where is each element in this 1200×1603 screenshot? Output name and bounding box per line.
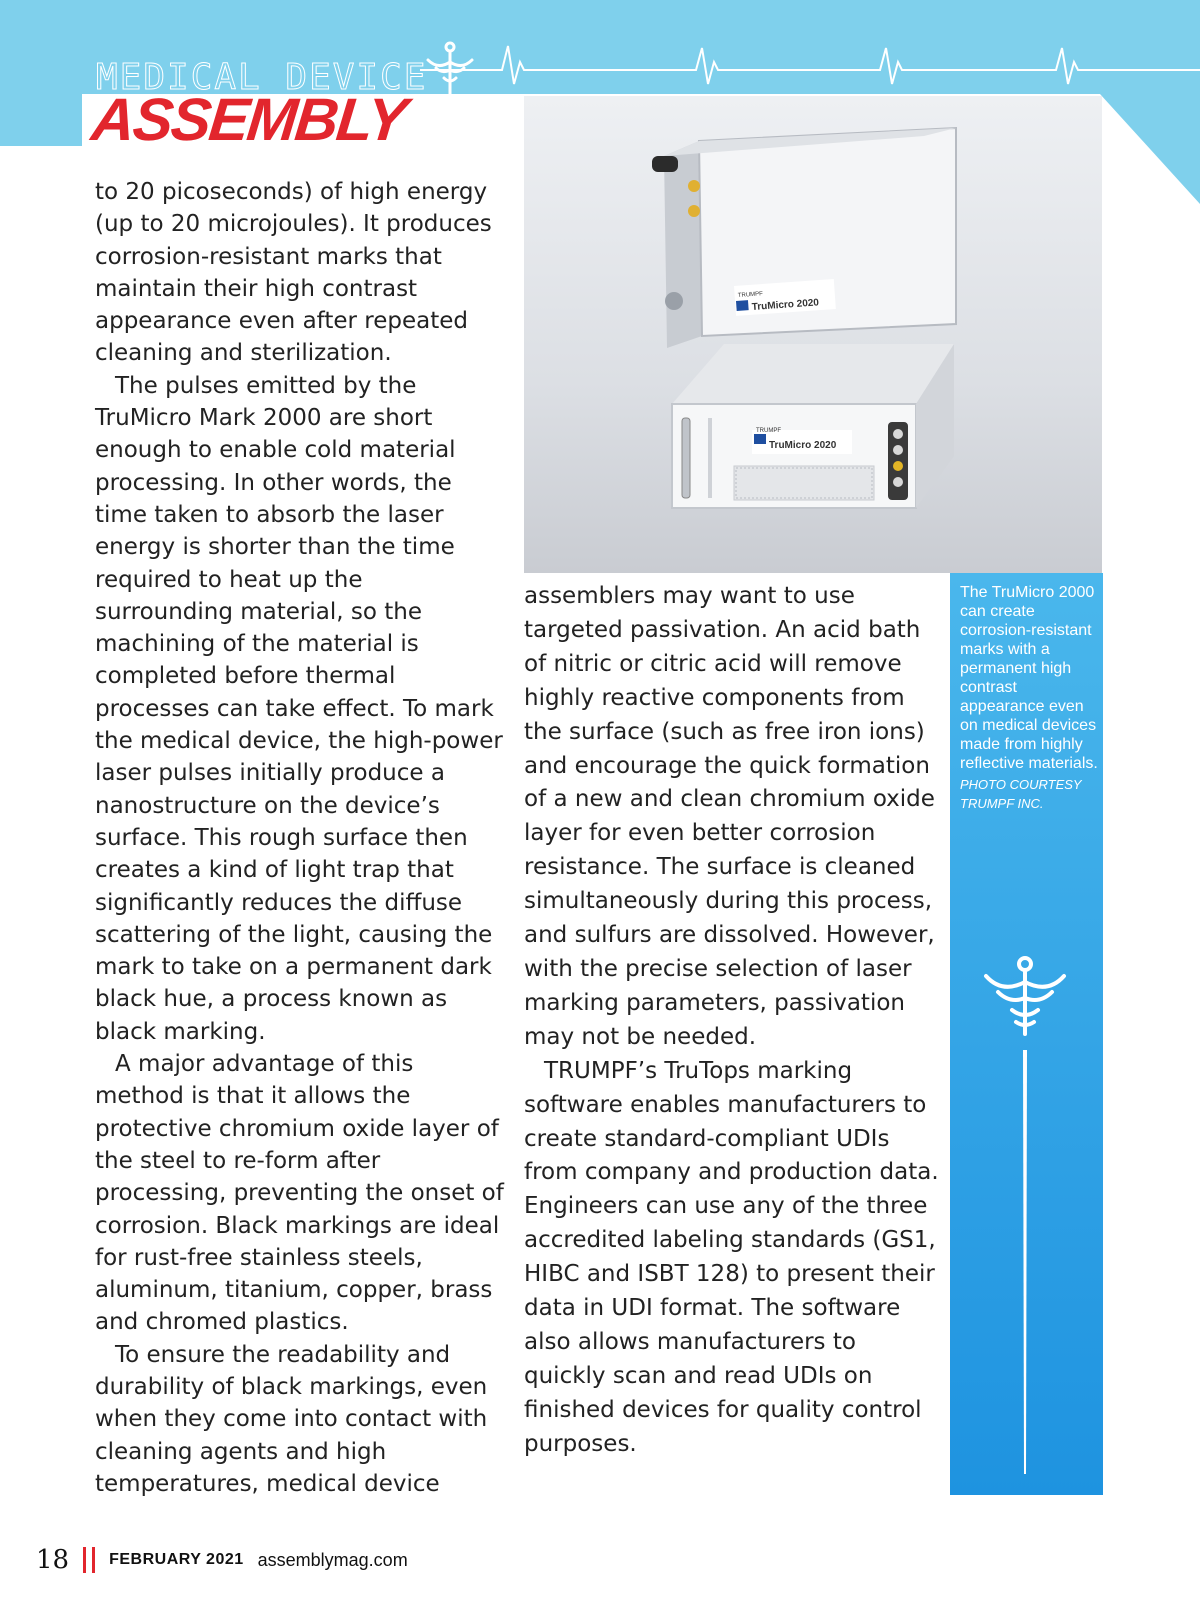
page-number: 18 bbox=[36, 1545, 70, 1575]
photo-credit: PHOTO COURTESY TRUMPF INC. bbox=[960, 777, 1082, 811]
unit-bottom-brand: TRUMPF bbox=[756, 428, 781, 434]
article-column-1 bbox=[95, 176, 505, 1500]
unit-top-brand: TRUMPF bbox=[737, 291, 764, 299]
paragraph: To ensure the readability and durability of black markings, even when they come into contact with cleaning agents and high temperatures, medical device bbox=[95, 1341, 488, 1497]
laser-unit-top bbox=[652, 128, 956, 348]
unit-top-model: TruMicro 2020 bbox=[751, 297, 820, 313]
unit-bottom-model: TruMicro 2020 bbox=[769, 440, 837, 451]
caduceus-icon bbox=[424, 40, 476, 96]
issue-date: FEBRUARY 2021 bbox=[109, 1551, 244, 1568]
masthead-title: ASSEMBLY bbox=[88, 86, 409, 153]
caduceus-icon bbox=[982, 954, 1068, 1474]
header-side-band bbox=[0, 94, 82, 146]
footer-divider bbox=[83, 1547, 95, 1573]
article-column-2 bbox=[524, 580, 940, 1462]
paragraph: TRUMPF’s TruTops marking software enables manufacturers to create standard-compliant UDIs from company and production data. Engineers can use any of the three accredited labeling standards (GS1, HIBC and ISBT 128) to present their data in UDI format. The software also allows manufacturers to quickly scan and read UDIs on finished devices for quality control purposes. bbox=[524, 1057, 939, 1457]
paragraph: assemblers may want to use targeted passivation. An acid bath of nitric or citric acid will remove highly reactive components from the surface (such as free iron ions) and encourage the quick formation of a new and clean chromium oxide layer for even better corrosion resistance. The surface is cleaned simultaneously during this process, and sulfurs are dissolved. However, with the precise selection of laser marking parameters, passivation may not be needed. bbox=[524, 583, 935, 1050]
page-footer bbox=[36, 1540, 408, 1580]
section-kicker: MEDICAL DEVICE bbox=[96, 57, 428, 98]
laser-unit-bottom bbox=[672, 344, 954, 508]
website-link[interactable]: assemblymag.com bbox=[257, 1549, 408, 1570]
laser-units-illustration bbox=[524, 96, 1102, 573]
corner-decoration bbox=[1100, 94, 1200, 204]
paragraph: to 20 picoseconds) of high energy (up to 20 microjoules). It produces corrosion-resistant marks that maintain their high contrast appearance even after repeated cleaning and sterilization. bbox=[95, 179, 492, 367]
product-photo bbox=[524, 96, 1102, 573]
photo-caption bbox=[960, 583, 1100, 813]
heartbeat-line-icon bbox=[420, 36, 1200, 96]
caption-text: The TruMicro 2000 can create corrosion-resistant marks with a permanent high contrast appearance even on medical devices made from highly reflective materials. bbox=[960, 584, 1098, 772]
paragraph: The pulses emitted by the TruMicro Mark 2000 are short enough to enable cold material processing. In other words, the time taken to absorb the laser energy is shorter than the time required to heat up the surrounding material, so the machining of the material is completed before thermal processes can take effect. To mark the medical device, the high-power laser pulses initially produce a nanostructure on the device’s surface. This rough surface then creates a kind of light trap that significantly reduces the diffuse scattering of the light, causing the mark to take on a permanent dark black hue, a process known as black marking. bbox=[95, 372, 503, 1045]
paragraph: A major advantage of this method is that it allows the protective chromium oxide layer of the steel to re-form after processing, preventing the onset of corrosion. Black markings are ideal for rust-free stainless steels, aluminum, titanium, copper, brass and chromed plastics. bbox=[95, 1051, 504, 1336]
